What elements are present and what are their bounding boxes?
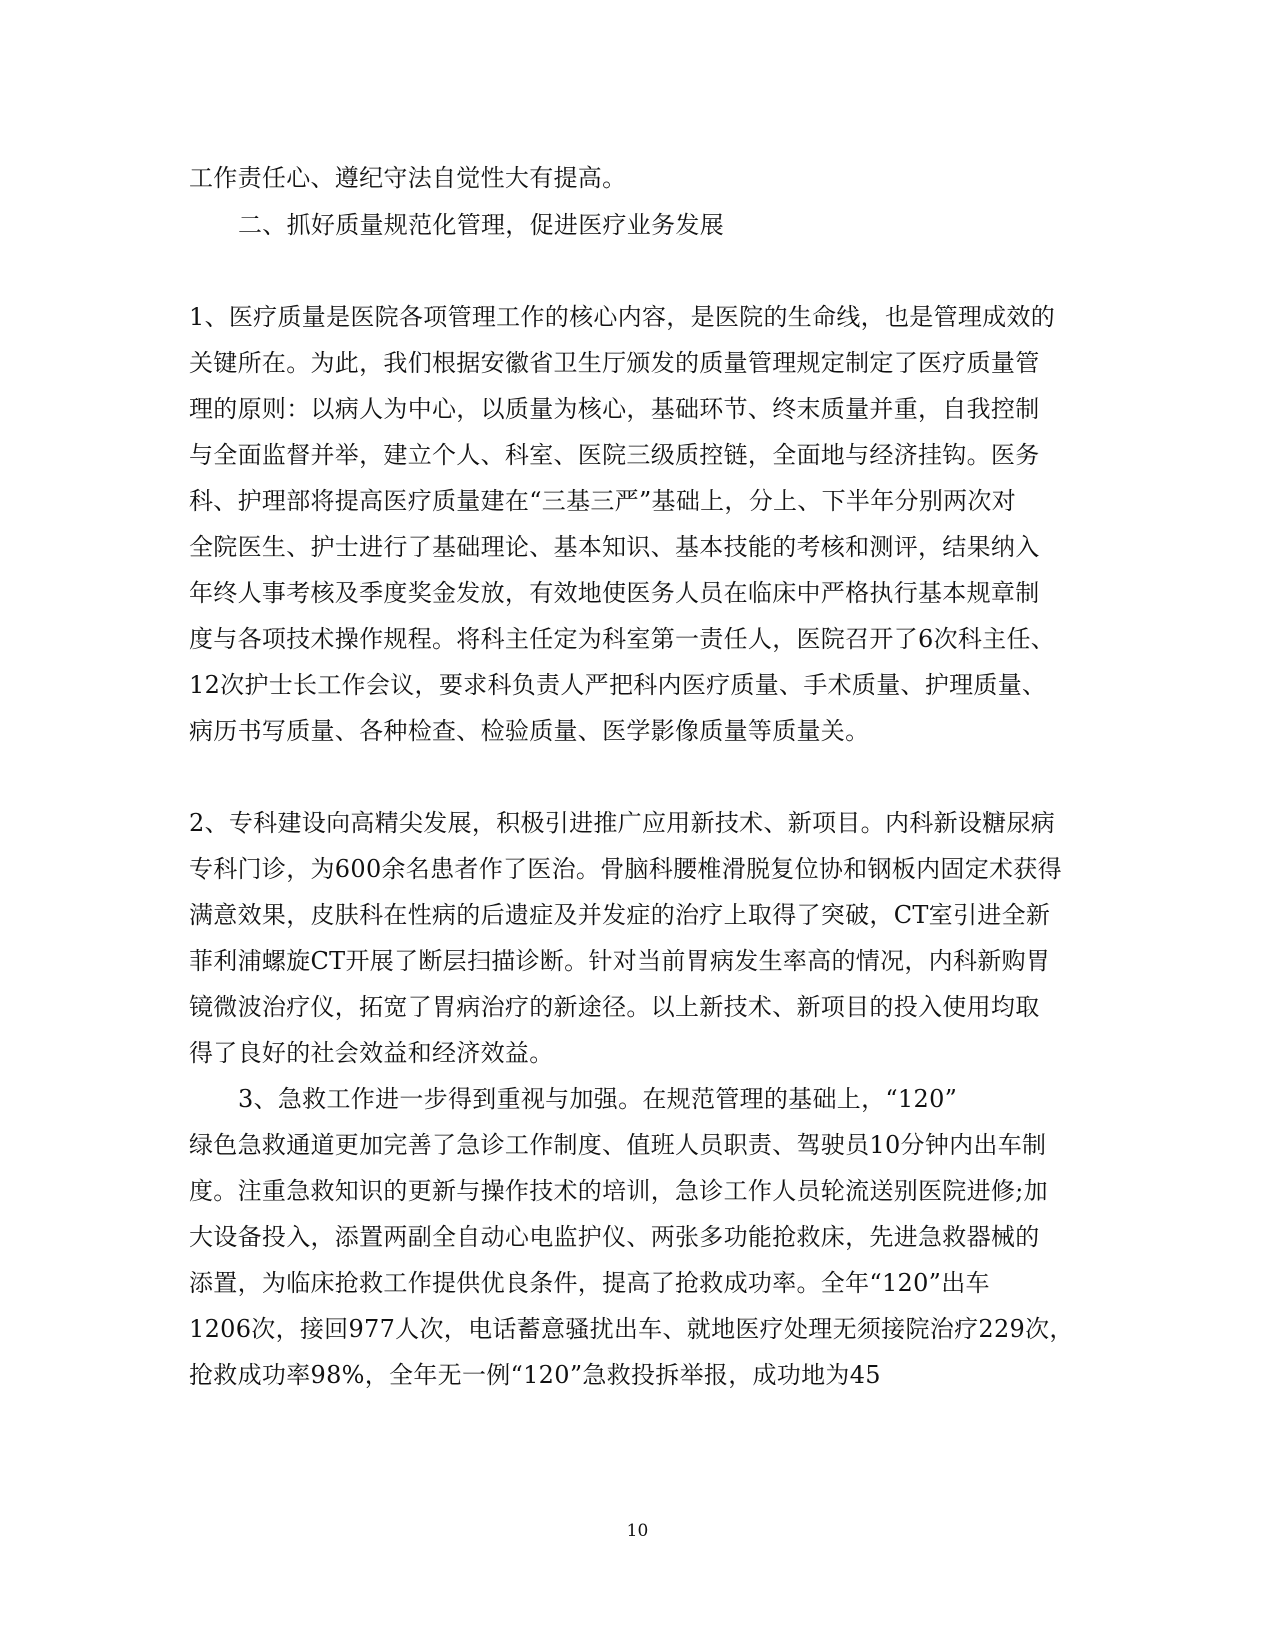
- text-line: 工作责任心、遵纪守法自觉性大有提高。: [189, 164, 627, 192]
- text-line: 病历书写质量、各种检查、检验质量、医学影像质量等质量关。: [189, 717, 870, 745]
- text-line: 年终人事考核及季度奖金发放，有效地使医务人员在临床中严格执行基本规章制: [189, 579, 1040, 607]
- text-line: 添置，为临床抢救工作提供优良条件，提高了抢救成功率。全年“120”出车: [189, 1269, 990, 1297]
- text-line: 2、专科建设向高精尖发展，积极引进推广应用新技术、新项目。内科新设糖尿病: [189, 809, 1056, 837]
- text-line: 3、急救工作进一步得到重视与加强。在规范管理的基础上，“120”: [238, 1085, 958, 1113]
- text-line: 满意效果，皮肤科在性病的后遗症及并发症的治疗上取得了突破，CT室引进全新: [189, 901, 1051, 929]
- page-number: 10: [626, 1521, 649, 1541]
- text-line: 专科门诊，为600余名患者作了医治。骨脑科腰椎滑脱复位协和钢板内固定术获得: [189, 855, 1062, 883]
- text-line: 得了良好的社会效益和经济效益。: [189, 1039, 554, 1067]
- text-line: 1206次，接回977人次，电话蓄意骚扰出车、就地医疗处理无须接院治疗229次，: [189, 1315, 1074, 1343]
- section-heading: 二、抓好质量规范化管理，促进医疗业务发展: [238, 211, 724, 239]
- text-line: 关键所在。为此，我们根据安徽省卫生厅颁发的质量管理规定制定了医疗质量管: [189, 349, 1040, 377]
- text-line: 度与各项技术操作规程。将科主任定为科室第一责任人，医院召开了6次科主任、: [189, 625, 1056, 653]
- text-line: 12次护士长工作会议，要求科负责人严把科内医疗质量、手术质量、护理质量、: [189, 671, 1047, 699]
- text-line: 大设备投入，添置两副全自动心电监护仪、两张多功能抢救床，先进急救器械的: [189, 1223, 1040, 1251]
- text-line: 科、护理部将提高医疗质量建在“三基三严”基础上，分上、下半年分别两次对: [189, 487, 1017, 515]
- text-line: 度。注重急救知识的更新与操作技术的培训，急诊工作人员轮流送别医院进修;加: [189, 1177, 1048, 1205]
- text-line: 镜微波治疗仪，拓宽了胃病治疗的新途径。以上新技术、新项目的投入使用均取: [189, 993, 1040, 1021]
- text-line: 抢救成功率98%，全年无一例“120”急救投拆举报，成功地为45: [189, 1361, 881, 1389]
- text-line: 绿色急救通道更加完善了急诊工作制度、值班人员职责、驾驶员10分钟内出车制: [189, 1131, 1047, 1159]
- text-line: 1、医疗质量是医院各项管理工作的核心内容，是医院的生命线，也是管理成效的: [189, 303, 1056, 331]
- text-line: 全院医生、护士进行了基础理论、基本知识、基本技能的考核和测评，结果纳入: [189, 533, 1040, 561]
- text-line: 菲利浦螺旋CT开展了断层扫描诊断。针对当前胃病发生率高的情况，内科新购胃: [189, 947, 1051, 975]
- text-line: 与全面监督并举，建立个人、科室、医院三级质控链，全面地与经济挂钩。医务: [189, 441, 1040, 469]
- text-line: 理的原则：以病人为中心，以质量为核心，基础环节、终末质量并重，自我控制: [189, 395, 1040, 423]
